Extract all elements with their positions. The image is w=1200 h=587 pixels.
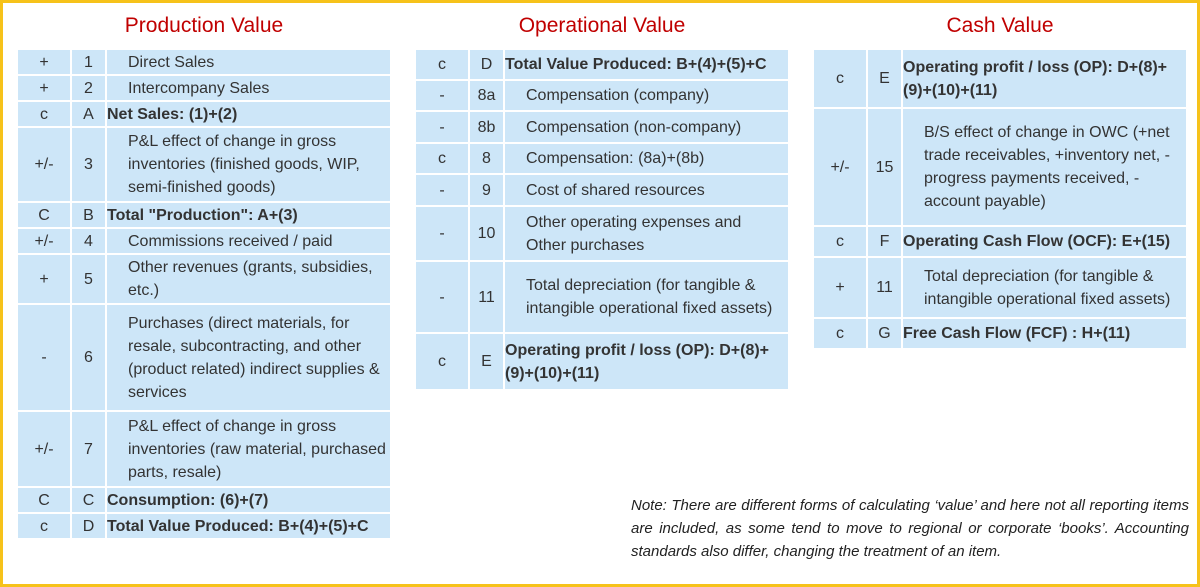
production-row — [18, 255, 390, 303]
row-ref: 10 — [470, 207, 503, 260]
operational-table — [414, 48, 790, 391]
row-sign: +/- — [18, 229, 70, 253]
row-sign: c — [814, 50, 866, 107]
row-label: Free Cash Flow (FCF) : H+(11) — [903, 319, 1186, 348]
row-ref: 2 — [72, 76, 105, 100]
row-sign: + — [18, 76, 70, 100]
row-ref: 6 — [72, 305, 105, 410]
production-row — [18, 102, 390, 126]
cash-table — [812, 48, 1188, 350]
row-sign: c — [416, 334, 468, 389]
row-ref: 8b — [470, 112, 503, 142]
row-ref: B — [72, 203, 105, 227]
row-label: Total depreciation (for tangible & intangible operational fixed assets) — [903, 258, 1186, 317]
production-row — [18, 305, 390, 410]
row-label: Commissions received / paid — [107, 229, 390, 253]
row-label: Compensation: (8a)+(8b) — [505, 144, 788, 173]
production-row — [18, 76, 390, 100]
row-ref: 15 — [868, 109, 901, 225]
row-sign: + — [18, 255, 70, 303]
row-label: Total Value Produced: B+(4)+(5)+C — [107, 514, 390, 538]
row-label: Purchases (direct materials, for resale, subcontracting, and other (product related) indirect supplies & services — [107, 305, 390, 410]
footnote: Note: There are different forms of calculating ‘value’ and here not all reporting items are included, as some tend to move to regional or corporate ‘books’. Accounting standards also differ, changing the treatment of an item. — [631, 497, 1189, 560]
row-sign: - — [416, 207, 468, 260]
cash-row — [814, 227, 1186, 256]
row-sign: - — [416, 262, 468, 332]
production-row — [18, 128, 390, 201]
row-label: Compensation (non-company) — [505, 112, 788, 142]
cash-title: Cash Value — [946, 14, 1054, 37]
row-ref: 5 — [72, 255, 105, 303]
row-sign: +/- — [18, 128, 70, 201]
operational-row — [416, 144, 788, 173]
row-label: Direct Sales — [107, 50, 390, 74]
row-sign: c — [814, 227, 866, 256]
row-label: B/S effect of change in OWC (+net trade receivables, +inventory net, -progress payments received, -account payable) — [903, 109, 1186, 225]
row-ref: F — [868, 227, 901, 256]
row-ref: E — [868, 50, 901, 107]
row-label: Operating profit / loss (OP): D+(8)+(9)+(10)+(11) — [505, 334, 788, 389]
row-sign: C — [18, 488, 70, 512]
row-ref: 7 — [72, 412, 105, 486]
row-ref: 4 — [72, 229, 105, 253]
row-label: Other operating expenses and Other purchases — [505, 207, 788, 260]
row-label: Cost of shared resources — [505, 175, 788, 205]
cash-row — [814, 319, 1186, 348]
row-sign: - — [416, 112, 468, 142]
production-row — [18, 203, 390, 227]
row-sign: + — [814, 258, 866, 317]
cash-row — [814, 109, 1186, 225]
row-label: Total depreciation (for tangible & intangible operational fixed assets) — [505, 262, 788, 332]
row-label: Compensation (company) — [505, 81, 788, 110]
row-ref: E — [470, 334, 503, 389]
production-row — [18, 488, 390, 512]
row-label: Net Sales: (1)+(2) — [107, 102, 390, 126]
row-ref: 11 — [470, 262, 503, 332]
row-ref: 8a — [470, 81, 503, 110]
row-ref: D — [470, 50, 503, 79]
row-ref: D — [72, 514, 105, 538]
row-label: Total "Production": A+(3) — [107, 203, 390, 227]
production-row — [18, 412, 390, 486]
operational-row — [416, 81, 788, 110]
production-row — [18, 229, 390, 253]
row-label: Consumption: (6)+(7) — [107, 488, 390, 512]
row-ref: C — [72, 488, 105, 512]
row-sign: + — [18, 50, 70, 74]
row-sign: c — [18, 514, 70, 538]
row-sign: +/- — [18, 412, 70, 486]
row-sign: c — [814, 319, 866, 348]
production-title: Production Value — [124, 14, 284, 37]
row-sign: c — [416, 144, 468, 173]
row-sign: - — [416, 81, 468, 110]
row-sign: +/- — [814, 109, 866, 225]
operational-row — [416, 112, 788, 142]
row-ref: G — [868, 319, 901, 348]
row-sign: - — [18, 305, 70, 410]
operational-title: Operational Value — [518, 14, 686, 37]
operational-row — [416, 262, 788, 332]
row-ref: 8 — [470, 144, 503, 173]
row-sign: c — [416, 50, 468, 79]
row-ref: 1 — [72, 50, 105, 74]
operational-row — [416, 175, 788, 205]
row-label: Intercompany Sales — [107, 76, 390, 100]
production-row — [18, 50, 390, 74]
row-sign: c — [18, 102, 70, 126]
row-label: Other revenues (grants, subsidies, etc.) — [107, 255, 390, 303]
row-label: P&L effect of change in gross inventories (raw material, purchased parts, resale) — [107, 412, 390, 486]
row-sign: C — [18, 203, 70, 227]
row-ref: A — [72, 102, 105, 126]
row-sign: - — [416, 175, 468, 205]
production-row — [18, 514, 390, 538]
row-label: Operating profit / loss (OP): D+(8)+(9)+(10)+(11) — [903, 50, 1186, 107]
row-ref: 9 — [470, 175, 503, 205]
row-label: Operating Cash Flow (OCF): E+(15) — [903, 227, 1186, 256]
row-ref: 3 — [72, 128, 105, 201]
row-label: P&L effect of change in gross inventories (finished goods, WIP, semi-finished goods) — [107, 128, 390, 201]
operational-row — [416, 334, 788, 389]
cash-row — [814, 50, 1186, 107]
row-label: Total Value Produced: B+(4)+(5)+C — [505, 50, 788, 79]
operational-row — [416, 50, 788, 79]
row-ref: 11 — [868, 258, 901, 317]
production-table — [16, 48, 392, 540]
cash-row — [814, 258, 1186, 317]
operational-row — [416, 207, 788, 260]
